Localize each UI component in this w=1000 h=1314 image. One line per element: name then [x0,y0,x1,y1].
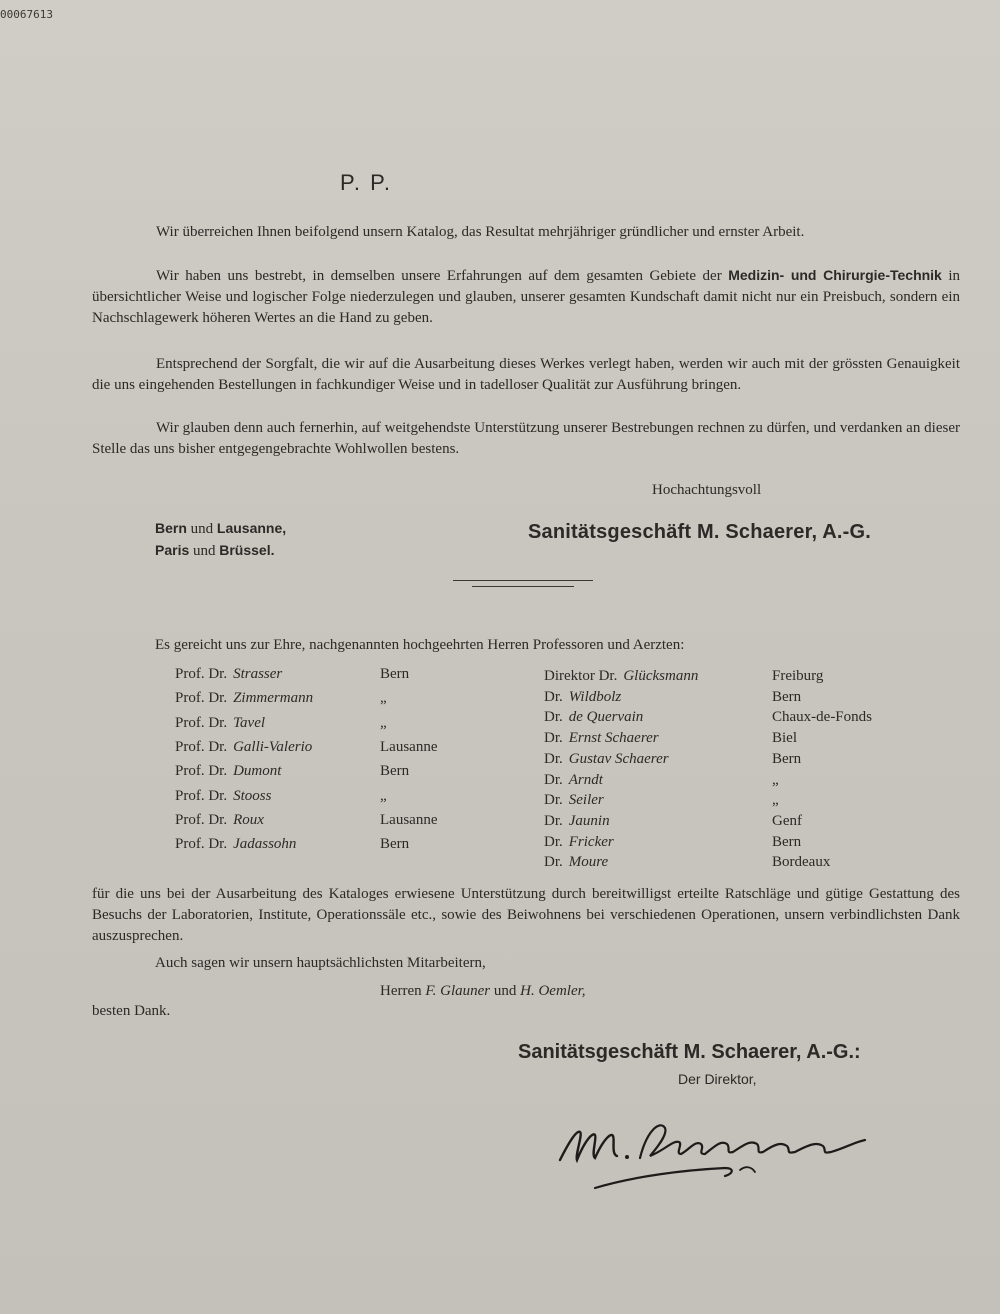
person-title: Dr. [544,792,563,809]
cities-line-1 [155,518,286,540]
signature-tail [740,1167,755,1172]
person-name: Ernst Schaerer [568,730,659,747]
signature-stroke-m [560,1132,617,1160]
person-name: Gustav Schaerer [568,750,669,767]
paragraph-2-pre: Wir haben uns bestrebt, in demselben unsere Erfahrungen auf dem gesamten Gebiete der [156,268,729,284]
person-title: Prof. Dr. [175,690,228,707]
best-thanks: besten Dank. [92,1003,171,1019]
name-row [544,709,872,726]
collaborator-oemler: H. Oemler, [520,983,586,999]
person-city: „ [380,787,387,804]
person-title: Dr. [544,688,563,705]
person-city: Genf [772,812,802,829]
paragraph-1 [92,222,960,243]
person-title: Dr. [544,709,563,726]
person-title: Direktor Dr. [544,668,618,684]
person-title: Prof. Dr. [175,714,228,731]
name-row [175,666,410,683]
cities-and-1: und [190,521,214,537]
paragraph-3-text: Entsprechend der Sorgfalt, die wir auf die Ausarbeitung dieses Werkes verlegt haben, werden wir auch mit der grössten Genauigkeit die uns eingehenden Bestellungen in fachkundiger Weise und in tadelloser Qualität zur Ausführung bringen. [92,356,960,393]
person-city: „ [380,714,387,731]
person-name: de Quervain [568,709,644,726]
person-city: Bern [380,836,410,853]
name-row [544,730,797,747]
person-city: Bern [380,763,410,780]
archive-stamp: 00067613 [0,8,53,21]
paragraph-2-bold: Medizin- und Chirurgie-Technik [728,267,942,283]
person-city: Bern [772,833,802,850]
name-row [175,763,410,780]
person-title: Prof. Dr. [175,666,228,682]
city-bern: Bern [155,520,187,536]
person-title: Prof. Dr. [175,836,228,853]
city-lausanne: Lausanne, [216,520,287,536]
name-row [544,792,779,809]
person-title: Dr. [544,750,563,767]
signature-flourish [595,1168,732,1188]
closing-phrase: Hochachtungsvoll [652,482,762,498]
person-city: Bordeaux [772,854,831,871]
person-name: Jadassohn [233,836,297,853]
paragraph-2 [92,265,960,329]
person-city: Biel [772,730,797,747]
person-title: Dr. [544,833,563,850]
collaborators-line: Auch sagen wir unsern hauptsächlichsten Mitarbeitern, [155,955,486,971]
name-row [544,750,802,768]
person-city: Bern [772,688,802,705]
person-name: Stooss [233,787,272,804]
person-name: Moure [568,854,609,871]
paragraph-1-text: Wir überreichen Ihnen beifolgend unsern Katalog, das Resultat mehrjähriger gründlicher und ernster Arbeit. [156,224,805,240]
name-row [175,811,438,829]
person-city: Lausanne [380,738,438,755]
person-title: Prof. Dr. [175,811,228,828]
signature-dot [625,1155,629,1159]
person-title: Prof. Dr. [175,763,228,780]
person-title: Dr. [544,771,563,788]
paragraph-4-text: Wir glauben denn auch fernerhin, auf weitgehendste Unterstützung unserer Bestrebungen rechnen zu dürfen, und verdanken an dieser Stelle das uns bisher entgegengebrachte Wohlwollen bestens. [92,420,960,457]
divider-top [453,580,593,581]
name-row [175,690,387,707]
paragraph-3 [92,354,960,396]
person-city: „ [380,690,387,707]
person-title: Dr. [544,730,563,747]
person-name: Tavel [233,714,266,731]
paragraph-2-post: in übersichtlicher Weise und logischer Folge niederzulegen und glauben, unserer gesamten Kundschaft damit nicht nur ein Preisbuch, sondern ein Nachschlagewerk höheren Wertes an die Hand zu geben. [92,268,961,326]
name-row [544,771,779,789]
person-name: Arndt [568,771,603,788]
name-row [175,787,387,805]
salutation-heading: P. P. [340,170,393,195]
director-signature [555,1110,885,1200]
person-name: Wildbolz [568,688,622,705]
person-title: Dr. [544,812,563,829]
city-paris: Paris [155,542,190,558]
director-label: Der Direktor, [678,1071,757,1087]
cities-line-2 [155,540,286,562]
person-name: Galli-Valerio [233,738,313,755]
person-city: Bern [380,666,410,682]
herren-label: Herren [380,983,422,999]
acknowledgement-intro: Es gereicht uns zur Ehre, nachgenannten hochgeehrten Herren Professoren und Aerzten: [155,637,685,653]
person-city: „ [772,792,779,809]
person-city: „ [772,771,779,788]
person-city: Chaux-de-Fonds [772,709,872,726]
name-row [175,714,387,732]
person-name: Strasser [233,666,283,682]
name-row [175,738,438,756]
name-row [544,668,824,685]
paragraph-4 [92,418,960,460]
person-name: Jaunin [568,812,610,829]
city-list [155,518,286,562]
person-name: Fricker [568,833,614,850]
person-city: Lausanne [380,811,438,828]
person-name: Seiler [568,792,604,809]
name-row [544,812,802,830]
cities-and-2: und [193,543,216,559]
herren-and: und [493,983,517,999]
person-city: Bern [772,750,802,767]
firm-name: Sanitätsgeschäft M. Schaerer, A.-G. [528,521,872,543]
collaborator-glauner: F. Glauner [425,983,491,999]
firm-name-closing: Sanitätsgeschäft M. Schaerer, A.-G.: [518,1041,861,1063]
name-row [175,836,410,853]
collaborators-names [380,983,586,1000]
person-name: Zimmermann [233,690,314,707]
signature-stroke-name [640,1125,865,1158]
person-name: Glücksmann [623,668,699,684]
person-city: Freiburg [772,668,824,684]
person-title: Dr. [544,854,563,871]
person-name: Roux [233,811,264,828]
thanks-paragraph: für die uns bei der Ausarbeitung des Kataloges erwiesene Unterstützung durch bereitwilligst erteilte Ratschläge und gütige Gestattung des Besuchs der Laboratorien, Institute, Operationssäle etc., sowie des Beiwohnens bei verschiedenen Operationen, unsern verbindlichsten Dank auszusprechen. [92,886,960,944]
name-row [544,688,802,706]
person-name: Dumont [233,763,282,780]
divider-bottom [472,586,574,587]
person-title: Prof. Dr. [175,738,228,755]
name-row [544,833,802,851]
person-title: Prof. Dr. [175,787,228,804]
name-row [544,854,831,871]
city-brussel: Brüssel. [219,542,275,558]
